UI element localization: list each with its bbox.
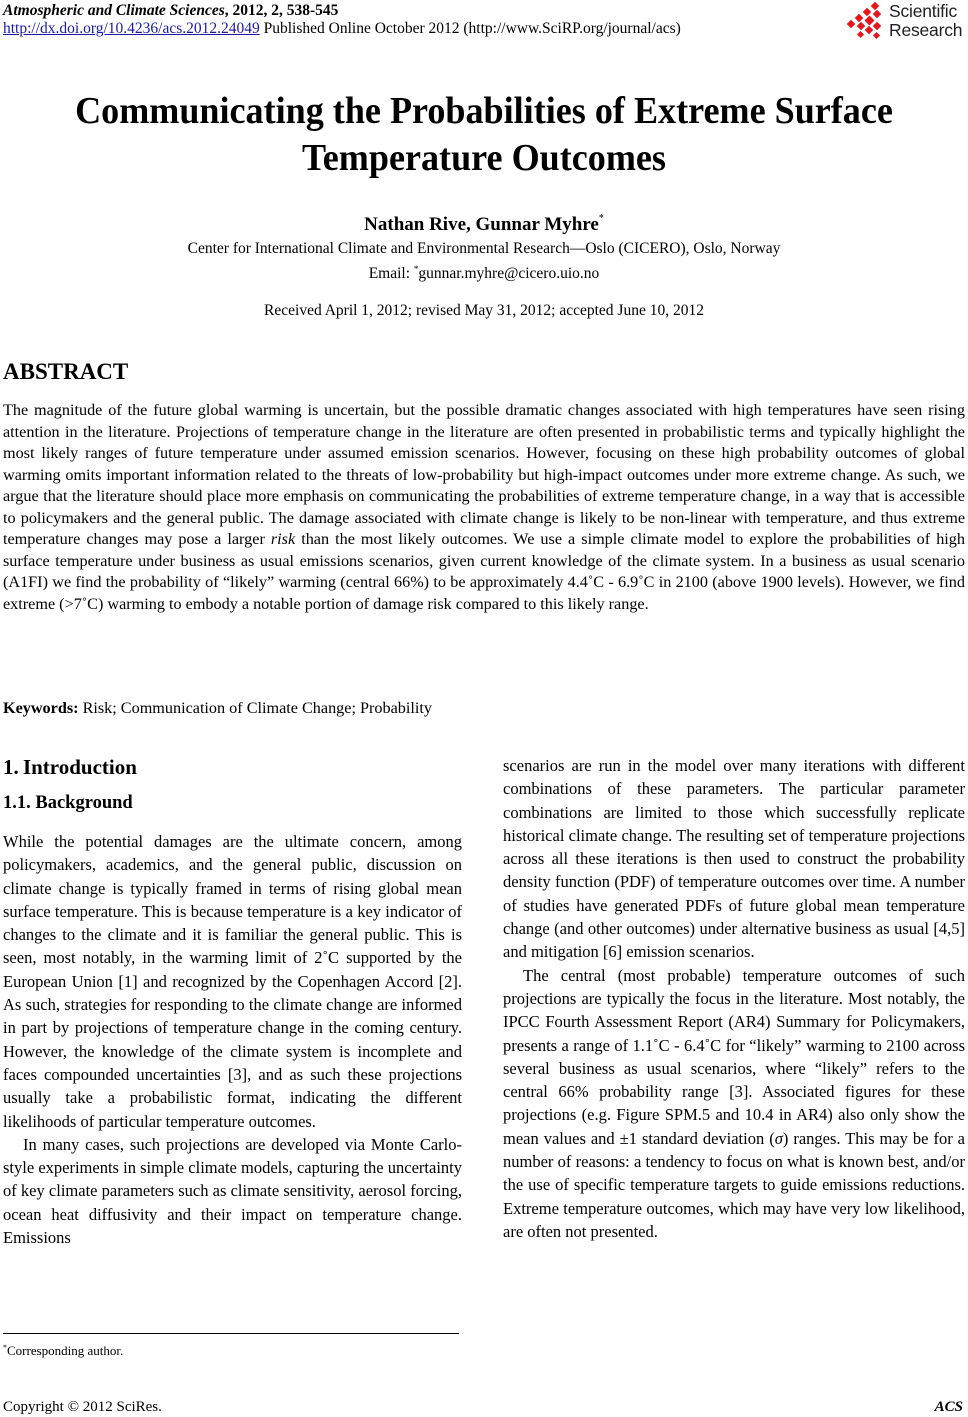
logo-text (889, 2, 962, 40)
email-label: Email: (368, 265, 414, 282)
keywords-value: Risk; Communication of Climate Change; Probability (78, 699, 432, 717)
abstract-body (3, 400, 965, 615)
paragraph-text-1: The central (most probable) temperature outcomes of such projections are typically the focus in the literature. Most notably, the IPCC Fourth Assessment Report (AR4) Summary for Policymakers, presents a range of 1.1˚C - 6.4˚C for “likely” warming to 2100 across several business as usual scenarios, where “likely” refers to the central 66% probability range [3]. Associated figures for these projections (e.g. Figure SPM.5 and 10.4 in AR4) also only show the mean values and ±1 standard deviation ( (503, 965, 965, 1148)
logo-line2: Research (889, 20, 963, 40)
right-column (503, 754, 965, 1243)
abstract-text-1: The magnitude of the future global warming is uncertain, but the possible dramatic changes associated with high temperatures have seen rising attention in the literature. Projections of temperature change in the literature are often presented in probabilistic terms and typically highlight the most likely ranges of future temperature under assumed emission scenarios. However, focusing on these high probability outcomes of global warming omits important information related to the threats of low-probability but high-impact outcomes under more extreme change. As such, we argue that the literature should place more emphasis on communicating the probabilities of extreme temperature change, in a way that is accessible to policymakers and the general public. The damage associated with climate change is likely to be non-linear with temperature, and thus extreme temperature changes may pose a larger (3, 401, 965, 548)
copyright-notice: Copyright © 2012 SciRes. (3, 1399, 162, 1415)
paragraph (503, 964, 965, 1244)
paragraph: While the potential damages are the ultimate concern, among policymakers, academics, and the general public, discussion on climate change is typically framed in terms of rising global mean surface temperature. This is because temperature is a key indicator of changes to the climate and it is familiar the general public. This is seen, most notably, in the warming limit of 2˚C supported by the European Union [1] and recognized by the Copenhagen Accord [2]. As such, strategies for responding to the climate change are informed in part by projections of temperature change in the coming century. However, the knowledge of the climate system is incomplete and faces compounded uncertainties [3], and as such these projections usually take a probabilistic format, indicating the different likelihoods of particular temperature outcomes. (3, 832, 462, 1131)
authors-text: Nathan Rive, Gunnar Myhre (364, 214, 599, 235)
subsection-heading-background: 1.1. Background (3, 793, 133, 813)
doi-link[interactable]: http://dx.doi.org/10.4236/acs.2012.24049 (3, 20, 260, 37)
publisher-logo (845, 2, 968, 42)
keywords-label: Keywords: (3, 699, 79, 717)
abstract-heading: ABSTRACT (3, 359, 129, 384)
received-dates: Received April 1, 2012; revised May 31, 2012; accepted June 10, 2012 (264, 302, 704, 319)
sigma-symbol: σ (774, 1128, 783, 1148)
journal-citation (3, 2, 338, 20)
footnote (3, 1340, 123, 1359)
affiliation: Center for International Climate and Environmental Research—Oslo (CICERO), Oslo, Norway (187, 240, 781, 257)
abstract-text-2: than the most likely outcomes. We use a simple climate model to explore the probabilities of high surface temperature under business as usual emissions scenarios, given current knowledge of the climate system. In a business as usual scenario (A1FI) we find the probability of “likely” warming (central 66%) to be approximately 4.4˚C - 6.9˚C in 2100 (above 1900 levels). However, we find extreme (>7˚C) warming to embody a notable portion of damage risk compared to this likely range. (3, 530, 965, 613)
doi-line (3, 20, 681, 38)
published-online-text: Published Online October 2012 (http://www.SciRP.org/journal/acs) (259, 20, 681, 37)
footnote-divider (3, 1333, 459, 1334)
author-list (0, 207, 968, 237)
keywords (3, 697, 432, 719)
paragraph: scenarios are run in the model over many iterations with different combinations of these parameters. The particular parameter combinations are limited to those which successfully replicate historical climate change. The resulting set of temperature projections across all these iterations is then used to construct the probability density function (PDF) of temperature outcomes over time. A number of studies have generated PDFs of future global mean temperature change (and other outcomes) under alternative business as usual [4,5] and mitigation [6] emission scenarios. (503, 756, 965, 962)
article-title: Communicating the Probabilities of Extreme Surface Temperature Outcomes (75, 90, 893, 179)
section-heading-introduction: 1. Introduction (3, 755, 137, 779)
diamond-grid-logo-icon (847, 2, 887, 42)
journal-abbreviation: ACS (934, 1399, 963, 1415)
journal-name: Atmospheric and Climate Sciences (3, 2, 225, 19)
email-marker: * (413, 264, 419, 274)
email-address[interactable]: gunnar.myhre@cicero.uio.no (418, 265, 600, 282)
paragraph-text-2: ) ranges. This may be for a number of reasons: a tendency to focus on what is known best, and/or the use of specific temperature targets to guide emissions reductions. Extreme temperature outcomes, which may have very low likelihood, are often not presented. (503, 1128, 965, 1241)
journal-issue: , 2012, 2, 538-545 (224, 2, 339, 19)
left-column (3, 830, 462, 1249)
paragraph: In many cases, such projections are developed via Monte Carlo-style experiments in simple climate models, capturing the uncertainty of key climate parameters such as climate sensitivity, aerosol forcing, ocean heat diffusivity and their impact on temperature change. Emissions (3, 1134, 462, 1248)
email-line (0, 259, 968, 284)
logo-line1: Scientific (889, 1, 958, 21)
abstract-italic-risk: risk (270, 530, 296, 548)
author-marker: * (598, 213, 604, 224)
footnote-marker: * (3, 1343, 7, 1352)
footnote-text: Corresponding author. (7, 1343, 124, 1358)
